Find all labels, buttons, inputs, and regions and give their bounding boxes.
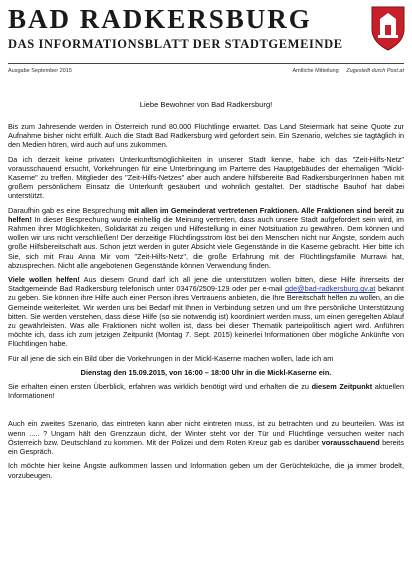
paragraph-6-text-b: aktuellen Informationen!: [8, 382, 404, 401]
paragraph-6-emphasis: diesem Zeitpunkt: [311, 382, 373, 392]
paragraph-3-text-a: Daraufhin gab es eine Besprechung: [8, 205, 128, 215]
paragraph-2: Da ich derzeit keine privaten Unterkunftsmöglichkeiten in unserer Stadt kenne, habe ich das "Zeit-Hilfs-Netz" vorausschauend ersucht, Vorkehrungen für eine Unterbringung im Parterre des Hauptgebäudes der ehemaligen "Mickl-Kaserne" zu treffen. Mitglieder des "Zeit-Hilfs-Netzes" aber auch andere hilfsbereite Bad RadkersburgerInnen haben mit großem persönlichem Einsatz die Unterkunft gesäubert und wohnlich gestaltet. Der städtische Bauhof hat dabei unterstützt.: [8, 154, 404, 201]
event-date: Dienstag den 15.09.2015, von 16:00 – 18:00 Uhr in die Mickl-Kaserne ein.: [80, 367, 332, 377]
official-notice-label: Amtliche Mitteilung: [292, 68, 339, 74]
paragraph-7-emphasis: vorausschauend: [321, 437, 380, 447]
letter-body: [8, 100, 404, 485]
paragraph-3: [8, 206, 404, 270]
delivery-label: Zugestellt durch Post.at: [346, 68, 404, 74]
paragraph-7-text-b: bereits ein Gespräch.: [8, 437, 404, 457]
newsletter-subtitle: DAS INFORMATIONSBLATT DER STADTGEMEINDE: [8, 37, 343, 51]
edition-label: Ausgabe September 2015: [8, 68, 72, 74]
paragraph-3-text-b: In dieser Besprechung wurde einhellig die Meinung vertreten, dass auch unsere Stadt aufgefordert sein wird, im Rahmen ihrer Möglichkeiten, Solidarität zu zeigen und Hilfestellung in einer Notsituation zu gewähren. Dem können und wollen wir uns nicht verschließen! Der derzeitige Flüchtlingsstrom löst bei den Menschen nicht nur Ängste, sondern auch große Hilfsbereitschaft aus. Schon jetzt werden in guter Absicht viele Gegenstände in die Kaserne gebracht. Hier bitte ich Sie, sich mit Frau Anna Mir vom "Zeit-Hilfs-Netz", die große Erfahrung mit der Flüchtlingsfamilie Murrawi hat, abzusprechen. Nicht alle angebotenen Gegenstände können Verwendung finden.: [8, 214, 404, 270]
paragraph-4: [8, 275, 404, 349]
paragraph-7-text-a: Auch ein zweites Szenario, das eintreten kann aber nicht eintreten muss, ist zu betrachten und zu beurteilen. Was ist wenn ..... ? Ungarn hält den Grenzzaun dicht, der Winter steht vor der Tür und Flüchtlinge versuchen weiter nach Österreich bzw. Deutschland zu kommen. Mit der Polizei und dem Roten Kreuz gab es darüber: [8, 419, 404, 447]
paragraph-5: Für all jene die sich ein Bild über die Vorkehrungen in der Mickl-Kaserne machen wollen, lade ich am: [8, 353, 334, 363]
email-link[interactable]: gde@bad-radkersburg.gv.at: [284, 284, 376, 294]
paragraph-4-text-a: Aus diesem Grund darf ich all jene die unterstützen wollen bitten, diese Hilfe ihrerseits der Stadtgemeinde Bad Radkersburg telefonisch unter 03476/2509-129 oder per e-mail: [8, 275, 404, 294]
newsletter-title: BAD RADKERSBURG: [8, 4, 312, 34]
paragraph-7: [8, 419, 404, 456]
paragraph-1: Bis zum Jahresende werden in Österreich rund 80.000 Flüchtlinge erwartet. Das Land Steiermark hat seine Quote zur Aufnahme bisher nicht erfüllt. Auch die Stadt Bad Radkersburg wird gefordert sein. Ein Szenario, welches sie tagtäglich in den Medien hören, wird auch auf uns zukommen.: [8, 122, 404, 150]
paragraph-6: [8, 382, 404, 400]
town-crest-icon: [370, 5, 406, 51]
header-divider: [8, 63, 404, 64]
issue-notes: [287, 67, 404, 75]
paragraph-8: Ich möchte hier keine Ängste aufkommen lassen und Information geben um der Gerüchteküche, die ja immer brodelt, vorzubeugen.: [8, 461, 404, 480]
section-gap: [8, 405, 404, 419]
paragraph-3-emphasis: mit allen im Gemeinderat vertretenen Fraktionen. Alle Fraktionen sind bereit zu helfen!: [8, 205, 404, 224]
paragraph-4-emphasis: Viele wollen helfen!: [8, 275, 80, 285]
greeting: Liebe Bewohner von Bad Radkersburg!: [139, 100, 273, 109]
paragraph-4-text-b: bekannt zu geben. Sie können ihre Hilfe auch einer Person ihres Vertrauens anbieten, die Ihre Bereitschaft helfen zu wollen, an die Gemeinde weiterleitet. Wir werden uns bei Bedarf mit Ihnen in Verbindung setzen und um Ihre persönliche Unterstützung bitten. Sie werden verstehen, dass diese Hilfe (so sie notwendig ist) koordiniert werden muss, um einen geregelten Ablauf zu gewährleisten. Was alle Fraktionen nicht wollen ist, dass bei dieser Thematik parteipolitisch agiert wird. Anführen möchte ich, dass ich zum jetzigen Zeitpunkt (Montag 7. Sept. 2015) keinerlei Informationen über mögliche Ankünfte von Flüchtlingen habe.: [8, 284, 404, 349]
masthead: [8, 4, 404, 52]
paragraph-6-text-a: Sie erhalten einen ersten Überblick, erfahren was wirklich benötigt wird und erhalten die zu: [8, 382, 312, 392]
